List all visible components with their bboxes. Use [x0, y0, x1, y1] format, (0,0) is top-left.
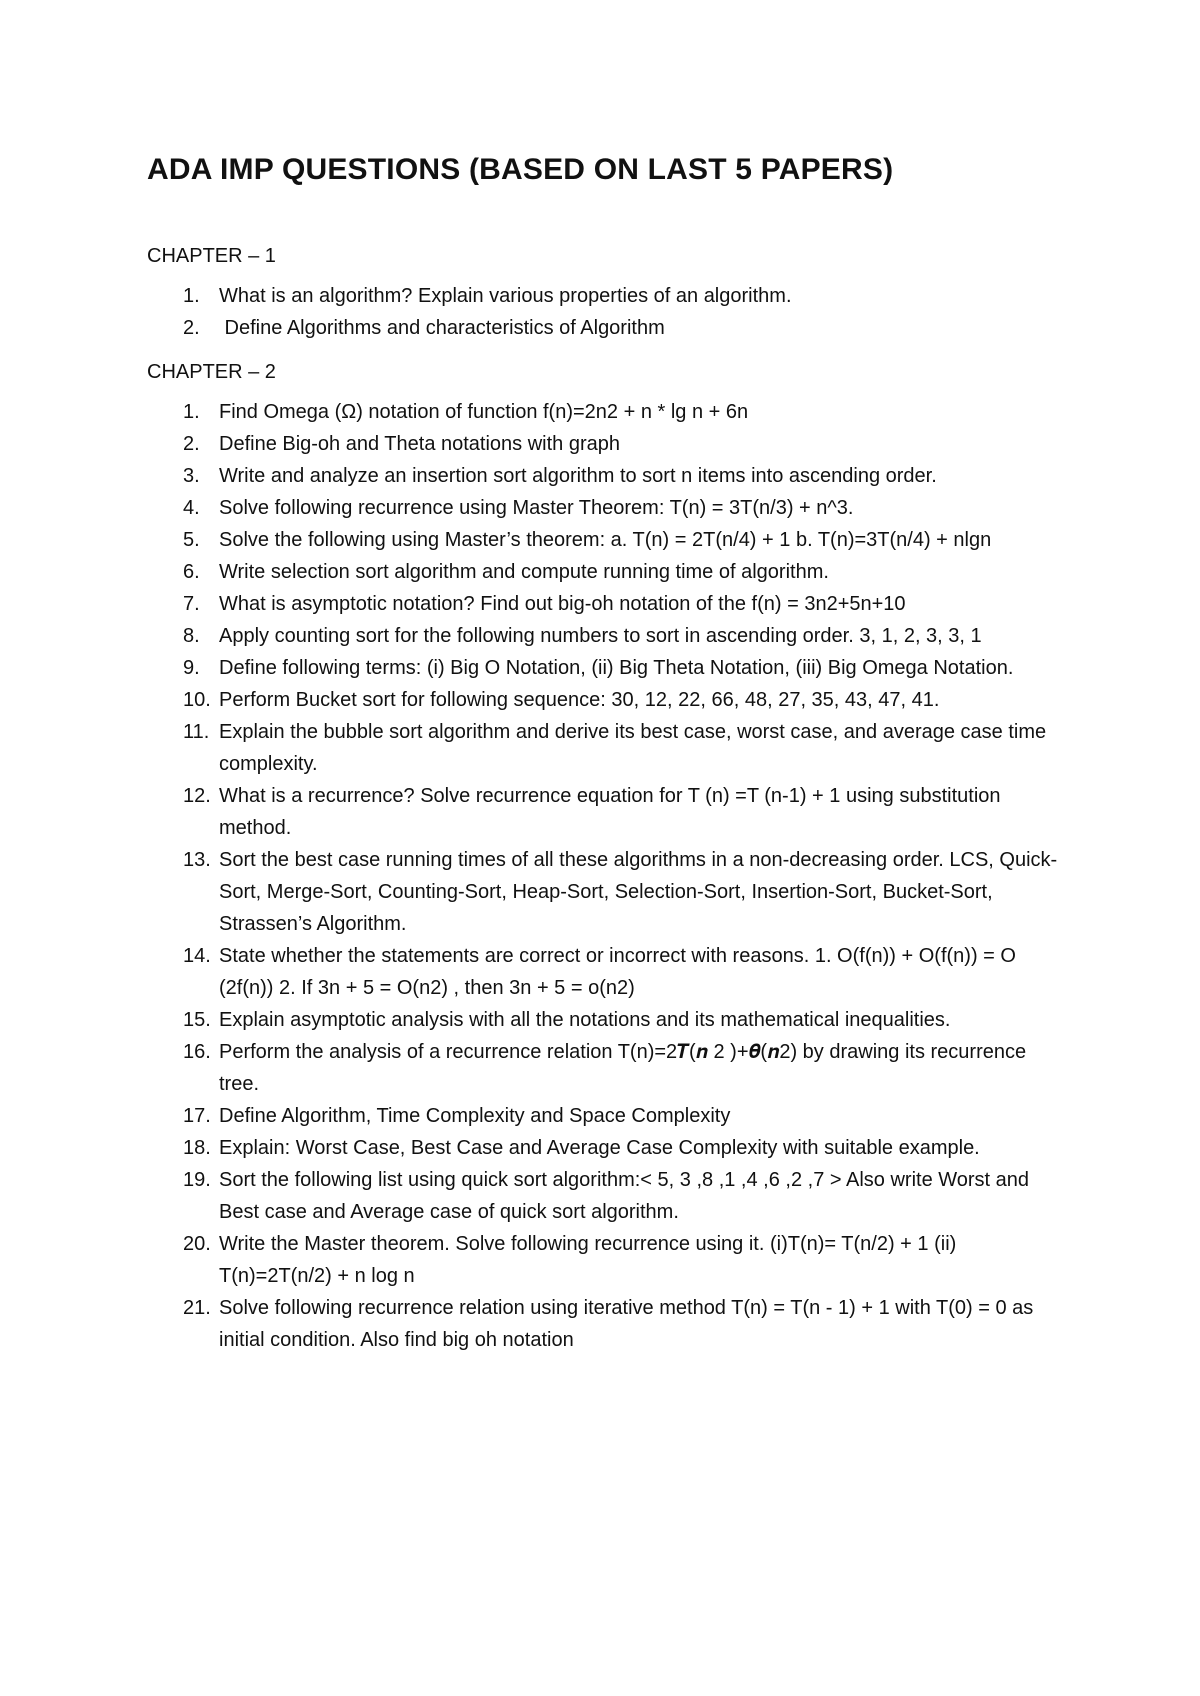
question-text: Write the Master theorem. Solve following recurrence using it. (i)T(n)= T(n/2) + 1 (ii) T(n)=2T(n/2) + n log n	[219, 1233, 957, 1287]
question-number: 19.	[183, 1169, 211, 1191]
question-item	[147, 492, 1067, 524]
question-list	[147, 396, 1067, 1356]
question-number: 10.	[183, 689, 211, 711]
question-text: What is asymptotic notation? Find out big-oh notation of the f(n) = 3n2+5n+10	[219, 593, 906, 615]
question-text: Define Algorithm, Time Complexity and Space Complexity	[219, 1105, 731, 1127]
chapter-heading: CHAPTER – 2	[147, 361, 276, 383]
question-number: 14.	[183, 945, 211, 967]
question-list	[147, 280, 1067, 344]
question-item	[147, 428, 1067, 460]
question-item	[147, 684, 1067, 716]
question-text: Write and analyze an insertion sort algorithm to sort n items into ascending order.	[219, 465, 937, 487]
question-text: Define Big-oh and Theta notations with graph	[219, 433, 621, 455]
question-text: Perform the analysis of a recurrence relation T(n)=2𝑻(𝒏 2 )+𝜽(𝒏2) by drawing its recurrence tree.	[219, 1041, 1027, 1095]
question-number: 3.	[183, 465, 200, 487]
question-text: State whether the statements are correct or incorrect with reasons. 1. O(f(n)) + O(f(n)) = O (2f(n)) 2. If 3n + 5 = O(n2) , then 3n + 5 = o(n2)	[219, 945, 1016, 999]
question-number: 21.	[183, 1297, 211, 1319]
question-item	[147, 780, 1067, 844]
question-item	[147, 1004, 1067, 1036]
question-number: 2.	[183, 317, 200, 339]
question-number: 5.	[183, 529, 200, 551]
question-text: Explain the bubble sort algorithm and derive its best case, worst case, and average case time complexity.	[219, 721, 1047, 775]
question-item	[147, 1292, 1067, 1356]
question-item	[147, 280, 1067, 312]
document-title: ADA IMP QUESTIONS (BASED ON LAST 5 PAPERS)	[147, 153, 894, 186]
question-item	[147, 652, 1067, 684]
question-number: 1.	[183, 285, 200, 307]
question-number: 16.	[183, 1041, 211, 1063]
question-number: 7.	[183, 593, 200, 615]
question-number: 6.	[183, 561, 200, 583]
question-text: Explain asymptotic analysis with all the notations and its mathematical inequalities.	[219, 1009, 951, 1031]
question-item	[147, 588, 1067, 620]
question-text: Solve the following using Master’s theorem: a. T(n) = 2T(n/4) + 1 b. T(n)=3T(n/4) + nlgn	[219, 529, 992, 551]
question-text: Define following terms: (i) Big O Notation, (ii) Big Theta Notation, (iii) Big Omega Notation.	[219, 657, 1014, 679]
question-text: What is an algorithm? Explain various properties of an algorithm.	[219, 285, 792, 307]
question-item	[147, 556, 1067, 588]
question-number: 18.	[183, 1137, 211, 1159]
question-item	[147, 844, 1067, 940]
question-item	[147, 1228, 1067, 1292]
chapter-heading: CHAPTER – 1	[147, 245, 276, 267]
question-text: Sort the best case running times of all these algorithms in a non-decreasing order. LCS, Quick-Sort, Merge-Sort, Counting-Sort, Heap-Sort, Selection-Sort, Insertion-Sort, Bucket-Sort, Strassen’s Algorithm.	[219, 849, 1058, 935]
question-text: Explain: Worst Case, Best Case and Average Case Complexity with suitable example.	[219, 1137, 980, 1159]
question-item	[147, 620, 1067, 652]
question-item	[147, 940, 1067, 1004]
question-item	[147, 396, 1067, 428]
question-text: Apply counting sort for the following numbers to sort in ascending order. 3, 1, 2, 3, 3, 1	[219, 625, 982, 647]
question-number: 1.	[183, 401, 200, 423]
question-item	[147, 1100, 1067, 1132]
question-text: Solve following recurrence using Master Theorem: T(n) = 3T(n/3) + n^3.	[219, 497, 854, 519]
question-item	[147, 716, 1067, 780]
question-number: 8.	[183, 625, 200, 647]
question-item	[147, 312, 1067, 344]
question-number: 4.	[183, 497, 200, 519]
question-number: 13.	[183, 849, 211, 871]
question-number: 15.	[183, 1009, 211, 1031]
question-text: Solve following recurrence relation using iterative method T(n) = T(n - 1) + 1 with T(0) = 0 as initial condition. Also find big oh notation	[219, 1297, 1034, 1351]
question-number: 20.	[183, 1233, 211, 1255]
question-item	[147, 524, 1067, 556]
question-number: 12.	[183, 785, 211, 807]
question-item	[147, 460, 1067, 492]
question-text: What is a recurrence? Solve recurrence equation for T (n) =T (n-1) + 1 using substitution method.	[219, 785, 1001, 839]
question-number: 2.	[183, 433, 200, 455]
document-page	[147, 150, 1067, 1370]
question-text: Write selection sort algorithm and compute running time of algorithm.	[219, 561, 829, 583]
question-item	[147, 1132, 1067, 1164]
question-number: 9.	[183, 657, 200, 679]
question-item	[147, 1036, 1067, 1100]
question-text: Define Algorithms and characteristics of Algorithm	[219, 317, 665, 339]
chapter-2	[147, 356, 1067, 1356]
chapter-1	[147, 240, 1067, 344]
question-text: Sort the following list using quick sort algorithm:< 5, 3 ,8 ,1 ,4 ,6 ,2 ,7 > Also write Worst and Best case and Average case of quick sort algorithm.	[219, 1169, 1030, 1223]
question-item	[147, 1164, 1067, 1228]
question-text: Find Omega (Ω) notation of function f(n)=2n2 + n * lg n + 6n	[219, 401, 749, 423]
question-number: 11.	[183, 721, 210, 743]
question-number: 17.	[183, 1105, 211, 1127]
question-text: Perform Bucket sort for following sequence: 30, 12, 22, 66, 48, 27, 35, 43, 47, 41.	[219, 689, 940, 711]
